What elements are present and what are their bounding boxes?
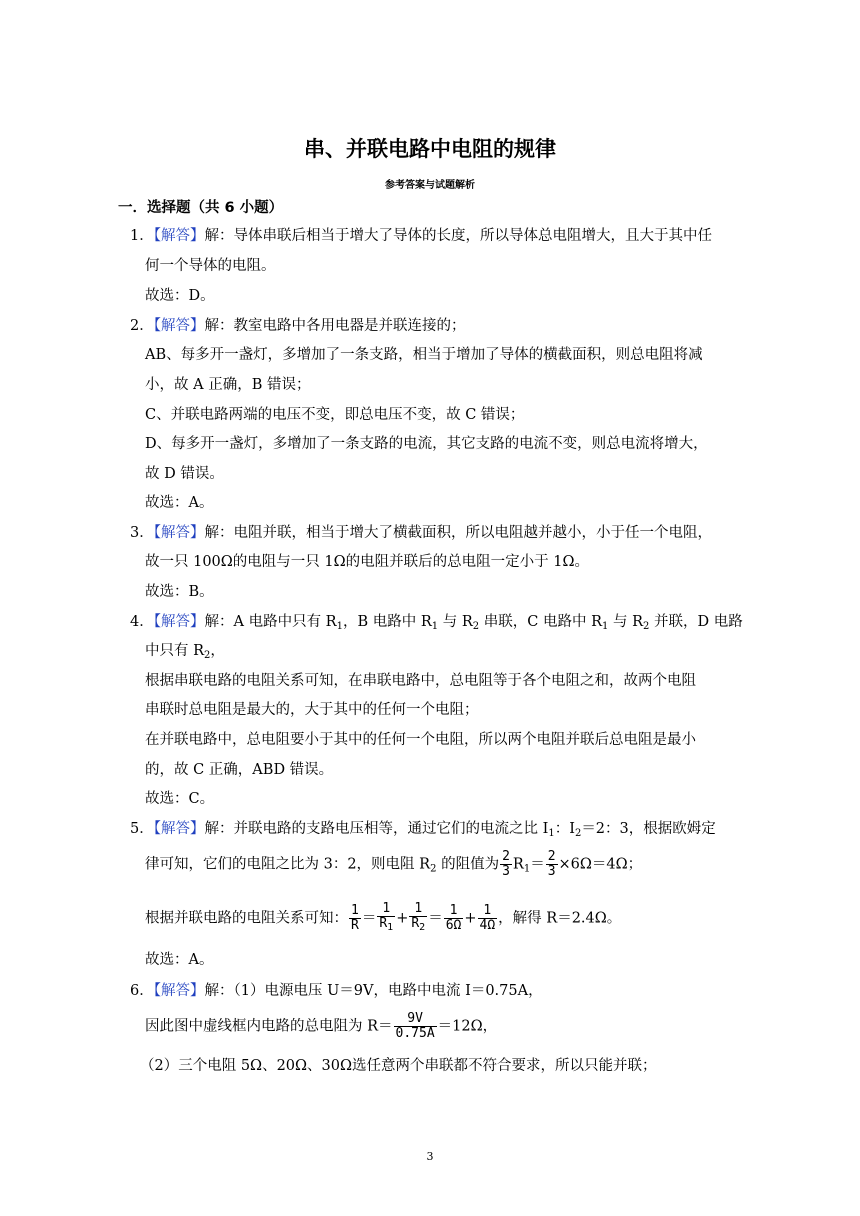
q2-text: 解：教室电路中各用电器是并联连接的； — [204, 318, 466, 334]
fraction — [444, 904, 464, 933]
q1-answer-tag: 【解答】 — [153, 228, 205, 244]
fraction — [349, 904, 361, 933]
subscript: 2 — [430, 863, 437, 875]
q2-answer-tag: 【解答】 — [153, 318, 205, 334]
subscript: 2 — [472, 621, 480, 632]
q6-number: 6． — [130, 983, 154, 999]
q3-text: 解：电阻并联，相当于增大了横截面积，所以电阻越并越小，小于任一个电阻， — [204, 525, 712, 541]
q4-text-f: 并联，D 电路 — [649, 614, 743, 630]
q4-answer: 故选：C。 — [145, 791, 215, 807]
q4-text-d: 串联，C 电路中 R — [479, 614, 602, 630]
q5-answer: 故选：A。 — [145, 952, 214, 968]
q4-line-5: 在并联电路中，总电阻要小于其中的任何一个电阻，所以两个电阻并联后总电阻是最小 — [145, 732, 696, 748]
numerator: 1 — [377, 902, 395, 917]
q4-text-b: ，B 电路中 R — [342, 614, 432, 630]
numerator: 1 — [478, 904, 498, 919]
q5-l3-a: 根据并联电路的电阻关系可知： — [145, 910, 348, 927]
q1-answer: 故选：D。 — [145, 288, 215, 304]
q2-line-4: C、并联电路两端的电压不变，即总电压不变，故 C 错误； — [145, 407, 525, 423]
fraction — [394, 1012, 437, 1041]
page-number: 3 — [426, 1150, 434, 1163]
numerator: 1 — [351, 903, 359, 918]
q1-text: 解：导体串联后相当于增大了导体的长度，所以导体总电阻增大，且大于其中任 — [204, 228, 712, 244]
denominator: 3 — [502, 864, 510, 879]
q2-line-1 — [130, 316, 465, 336]
fraction — [409, 902, 427, 935]
denominator: 6Ω — [445, 918, 462, 933]
q5-l2-c: R — [512, 856, 524, 873]
q5-l3-b: ，解得 R＝2.4Ω。 — [498, 910, 622, 927]
q3-line-1 — [130, 523, 712, 543]
q4-l2-b: ， — [210, 643, 225, 659]
q2-answer: 故选：A。 — [145, 495, 214, 511]
q2-line-6: 故 D 错误。 — [145, 466, 224, 482]
q5-l2-b: 的阻值为 — [436, 856, 500, 873]
q4-text-e: 与 R — [608, 614, 644, 630]
q5-l1-c: ＝2：3，根据欧姆定 — [581, 821, 716, 837]
denominator — [377, 917, 395, 935]
q5-line-3 — [145, 902, 621, 935]
subscript: 1 — [431, 621, 439, 632]
q4-number: 4． — [130, 614, 154, 630]
denominator: 4Ω — [479, 918, 496, 933]
q5-l1-a: 解：并联电路的支路电压相等，通过它们的电流之比 I — [204, 821, 549, 837]
fraction — [377, 902, 395, 935]
q5-answer-tag: 【解答】 — [153, 821, 205, 837]
q4-line-6: 的，故 C 正确，ABD 错误。 — [145, 762, 334, 778]
q5-l2-d: ＝ — [530, 856, 545, 873]
subscript: 2 — [574, 828, 582, 839]
q5-l2-a: 律可知，它们的电阻之比为 3：2，则电阻 R — [145, 856, 431, 873]
numerator: 1 — [444, 904, 464, 919]
denominator-text: R — [411, 916, 420, 931]
subscript: 1 — [523, 863, 531, 875]
fraction — [500, 850, 512, 879]
subscript: 1 — [602, 621, 609, 632]
q3-answer-tag: 【解答】 — [153, 525, 205, 541]
page-title: 串、并联电路中电阻的规律 — [304, 137, 556, 161]
q3-line-2: 故一只 100Ω的电阻与一只 1Ω的电阻并联后的总电阻一定小于 1Ω。 — [145, 554, 590, 570]
denominator-text: R — [379, 916, 388, 931]
equals-sign: ＝ — [428, 910, 443, 927]
subscript: 1 — [336, 621, 343, 632]
subscript: 1 — [387, 922, 394, 933]
section-heading: 一．选择题（共 6 小题） — [118, 200, 284, 216]
q4-line-1 — [130, 612, 743, 637]
q6-line-3: （2）三个电阻 5Ω、20Ω、30Ω选任意两个串联都不符合要求，所以只能并联； — [140, 1058, 657, 1074]
q6-line-2 — [145, 1012, 497, 1041]
q1-number: 1． — [130, 228, 154, 244]
q4-answer-tag: 【解答】 — [153, 614, 205, 630]
numerator: 9V — [394, 1012, 437, 1027]
q6-line-1 — [130, 981, 543, 1001]
q2-line-5: D、每多开一盏灯，多增加了一条支路的电流，其它支路的电流不变，则总电流将增大， — [145, 436, 708, 452]
q4-l2-a: 中只有 R — [145, 643, 205, 659]
numerator: 2 — [502, 849, 510, 864]
q5-l2-e: ×6Ω＝4Ω； — [558, 856, 643, 873]
denominator: 3 — [547, 864, 556, 879]
q1-line-1 — [130, 226, 712, 246]
subscript: 2 — [643, 621, 650, 632]
q3-number: 3． — [130, 525, 154, 541]
denominator — [409, 917, 427, 935]
page-subtitle: 参考答案与试题解析 — [385, 180, 475, 191]
q2-line-2: AB、每多开一盏灯，多增加了一条支路，相当于增加了导体的横截面积，则总电阻将减 — [145, 347, 703, 363]
q4-text-c: 与 R — [438, 614, 473, 630]
q1-line-2: 何一个导体的电阻。 — [145, 258, 276, 274]
subscript: 2 — [419, 922, 426, 933]
q2-number: 2． — [130, 318, 154, 334]
q4-text-a: 解：A 电路中只有 R — [204, 614, 337, 630]
plus-sign: + — [464, 910, 477, 927]
q5-line-1 — [130, 819, 716, 844]
numerator: 2 — [547, 849, 556, 864]
q6-l2-a: 因此图中虚线框内电路的总电阻为 R＝ — [145, 1018, 393, 1035]
numerator: 1 — [409, 902, 427, 917]
q5-line-2 — [145, 850, 642, 880]
q2-line-3: 小，故 A 正确，B 错误； — [145, 377, 311, 393]
q6-text: 解：（1）电源电压 U＝9V，电路中电流 I＝0.75A， — [204, 983, 543, 999]
plus-sign: + — [396, 910, 409, 927]
q6-l2-b: ＝12Ω， — [437, 1018, 498, 1035]
q5-l1-b: ：I — [554, 821, 575, 837]
q4-line-2 — [145, 641, 225, 666]
subscript: 2 — [204, 650, 211, 661]
subscript: 1 — [548, 828, 555, 839]
denominator: 0.75A — [395, 1026, 435, 1041]
denominator: R — [351, 918, 359, 933]
q4-line-3: 根据串联电路的电阻关系可知，在串联电路中，总电阻等于各个电阻之和，故两个电阻 — [145, 673, 696, 689]
equals-sign: ＝ — [361, 910, 377, 927]
q6-answer-tag: 【解答】 — [153, 983, 205, 999]
q3-answer: 故选：B。 — [145, 584, 214, 600]
fraction — [478, 904, 498, 933]
fraction — [546, 850, 558, 879]
q5-number: 5． — [130, 821, 154, 837]
q4-line-4: 串联时总电阻是最大的，大于其中的任何一个电阻； — [145, 702, 479, 718]
